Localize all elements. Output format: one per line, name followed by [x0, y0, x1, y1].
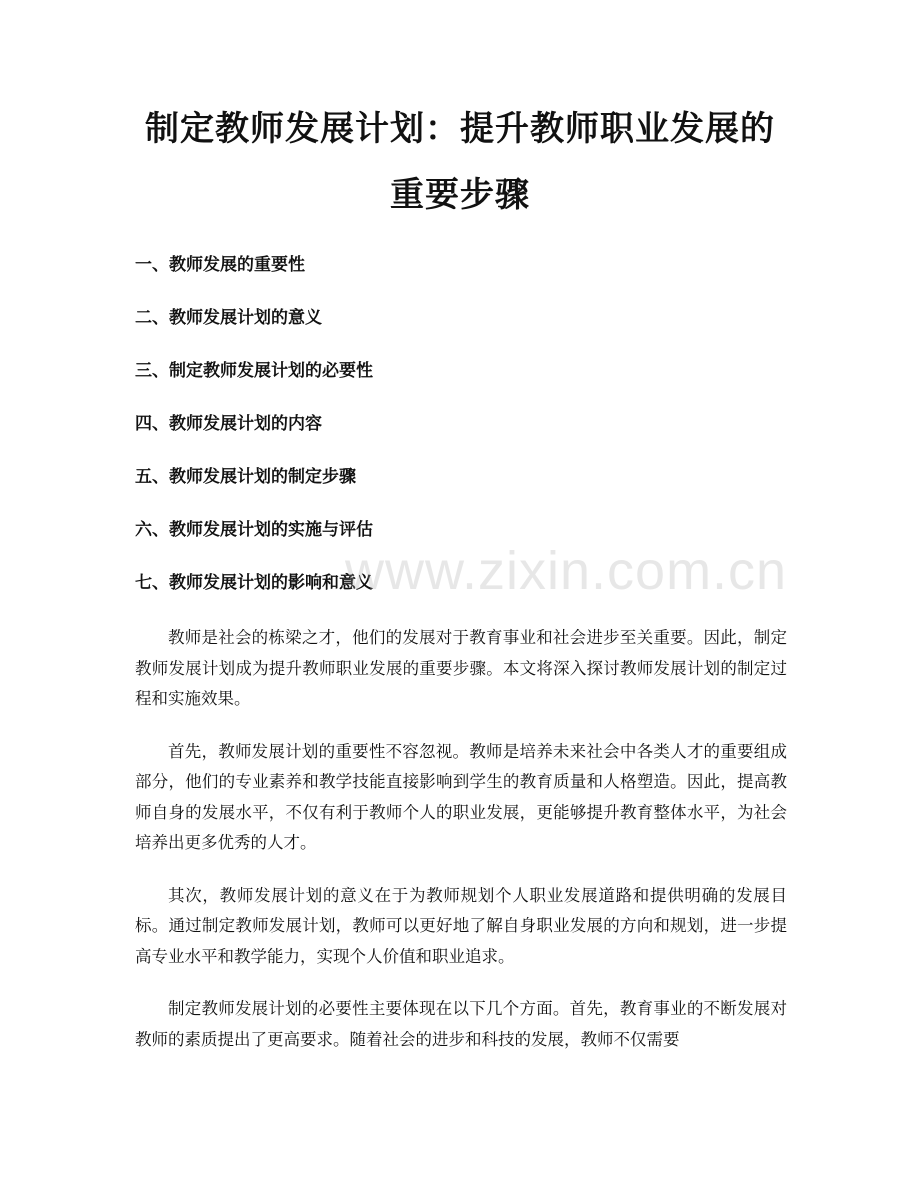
- body-paragraph: 其次，教师发展计划的意义在于为教师规划个人职业发展道路和提供明确的发展目标。通过制定教师发展计划，教师可以更好地了解自身职业发展的方向和规划，进一步提高专业水平和教学能力，实现个人价值和职业追求。: [135, 885, 787, 966]
- toc-item: 五、教师发展计划的制定步骤: [135, 467, 356, 487]
- body-paragraph: 首先，教师发展计划的重要性不容忽视。教师是培养未来社会中各类人才的重要组成部分，他们的专业素养和教学技能直接影响到学生的教育质量和人格塑造。因此，提高教师自身的发展水平，不仅有利于教师个人的职业发展，更能够提升教育整体水平，为社会培养出更多优秀的人才。: [135, 741, 787, 852]
- toc-item: 一、教师发展的重要性: [135, 255, 305, 275]
- document-title: 制定教师发展计划：提升教师职业发展的重要步骤: [145, 109, 775, 215]
- toc-item: 七、教师发展计划的影响和意义: [135, 573, 373, 593]
- document-body: [135, 623, 787, 1077]
- toc-item: 六、教师发展计划的实施与评估: [135, 520, 373, 540]
- toc-item: 二、教师发展计划的意义: [135, 308, 322, 328]
- watermark: www.zixin.com.cn: [345, 541, 788, 601]
- body-paragraph: 教师是社会的栋梁之才，他们的发展对于教育事业和社会进步至关重要。因此，制定教师发展计划成为提升教师职业发展的重要步骤。本文将深入探讨教师发展计划的制定过程和实施效果。: [135, 628, 787, 708]
- toc-item: 三、制定教师发展计划的必要性: [135, 361, 373, 381]
- body-paragraph: 制定教师发展计划的必要性主要体现在以下几个方面。首先，教育事业的不断发展对教师的素质提出了更高要求。随着社会的进步和科技的发展，教师不仅需要: [135, 999, 787, 1049]
- toc-item: 四、教师发展计划的内容: [135, 414, 322, 434]
